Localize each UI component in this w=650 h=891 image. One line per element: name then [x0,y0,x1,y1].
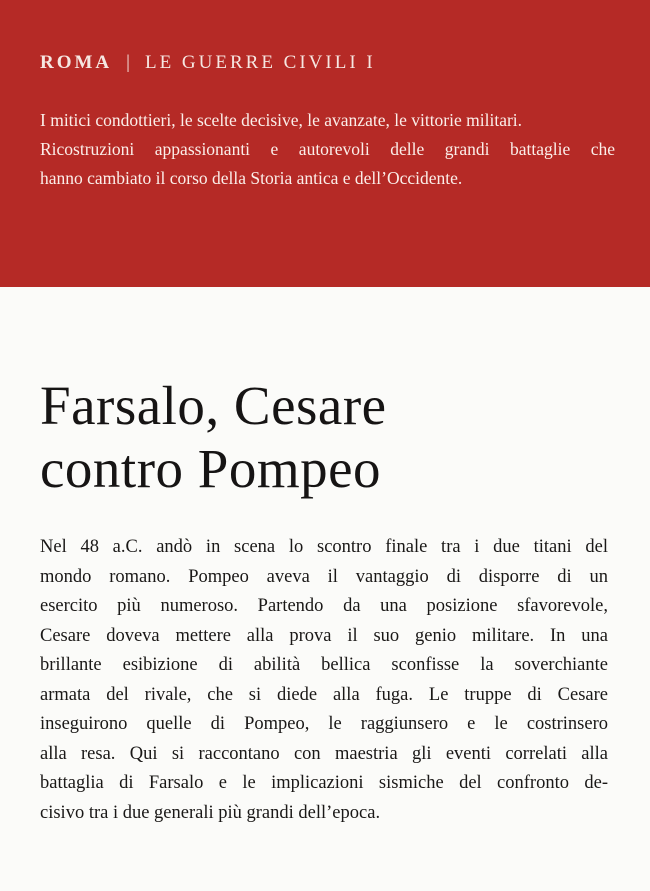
paragraph-line: alla resa. Qui si raccontano con maestria gli eventi correlati alla [40,743,608,764]
paragraph-line: armata del rivale, che si diede alla fuga. Le truppe di Cesare [40,684,608,705]
paragraph-line: brillante esibizione di abilità bellica sconfisse la soverchiante [40,655,608,675]
paragraph-line: mondo romano. Pompeo aveva il vantaggio di disporre di un [40,566,608,587]
intro-line: I mitici condottieri, le scelte decisive, le avanzate, le vittorie militari. [40,110,523,130]
paragraph-line: Nel 48 a.C. andò in scena lo scontro finale tra i due titani del [40,537,608,557]
series-separator: | [126,52,133,73]
description-paragraph [40,533,608,828]
title-line: Farsalo, Cesare [40,375,387,436]
series-title: LE GUERRE CIVILI I [144,52,376,73]
paragraph-line: battaglia di Farsalo e le implicazioni sismiche del confronto de- [40,773,608,793]
paragraph-line: Cesare doveva mettere alla prova il suo genio militare. In una [40,625,608,646]
series-intro [40,106,615,193]
series-brand: ROMA [40,52,113,73]
intro-line: Ricostruzioni appassionanti e autorevoli delle grandi battaglie che [40,139,615,159]
series-line [40,52,376,74]
header-banner [0,0,650,287]
paragraph-line: esercito più numeroso. Partendo da una posizione sfavorevole, [40,596,608,616]
paragraph-line: inseguirono quelle di Pompeo, le raggiunsero e le costrinsero [40,714,608,734]
title-line: contro Pompeo [40,438,382,499]
intro-line: hanno cambiato il corso della Storia antica e dell’Occidente. [40,168,463,188]
paragraph-line: cisivo tra i due generali più grandi dell’epoca. [40,802,381,823]
book-title [40,374,387,500]
